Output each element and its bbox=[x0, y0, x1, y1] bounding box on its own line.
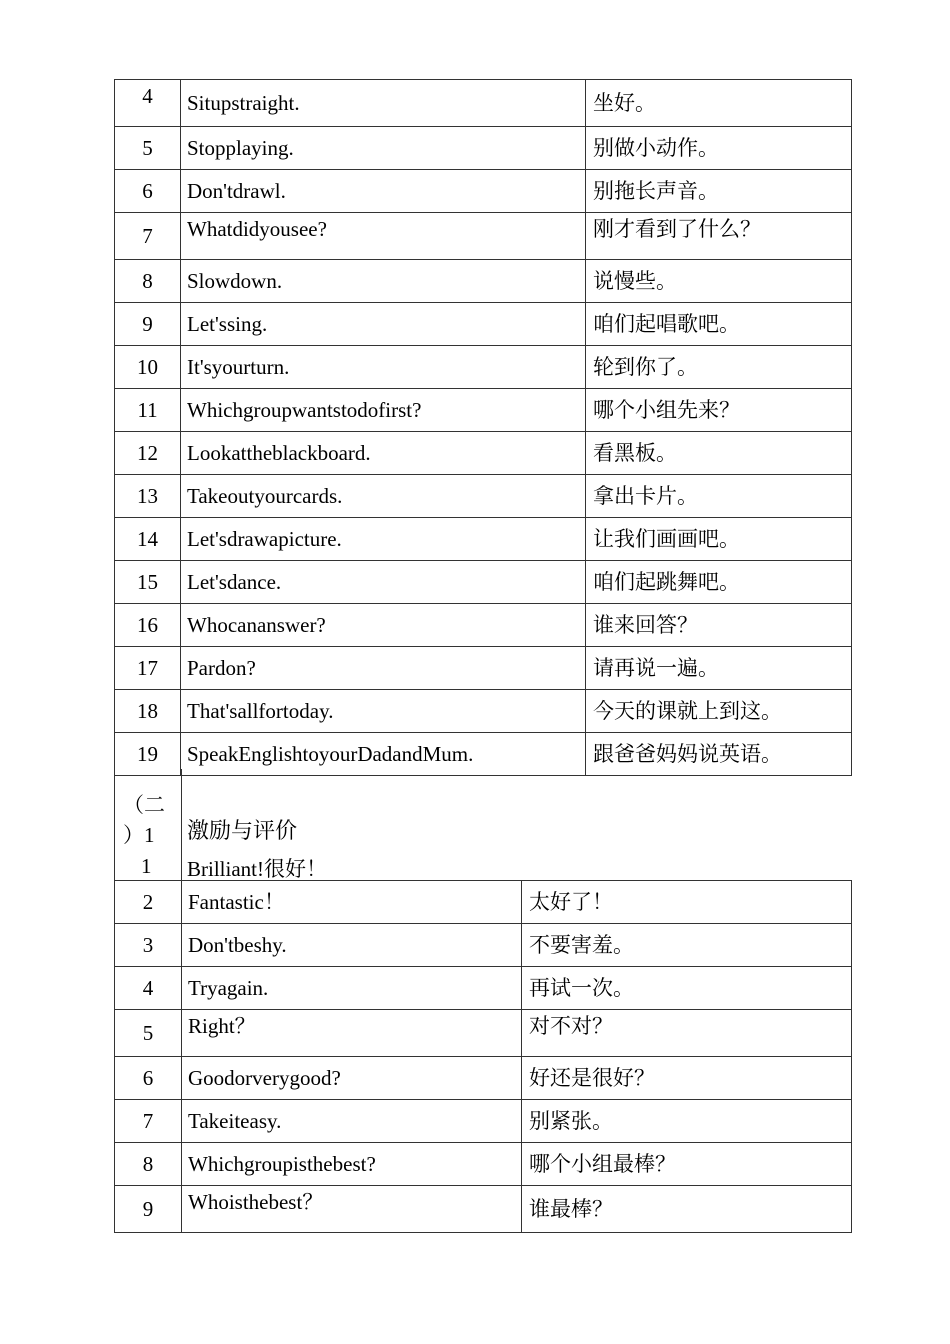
english-phrase: Lookattheblackboard. bbox=[181, 432, 586, 475]
phrases-table-1 bbox=[114, 79, 852, 776]
english-phrase: Whatdidyousee? bbox=[181, 213, 586, 260]
english-phrase: Goodorverygood? bbox=[182, 1057, 522, 1100]
english-phrase: Right？ bbox=[182, 1010, 522, 1057]
table-row bbox=[115, 213, 852, 260]
table-row bbox=[115, 260, 852, 303]
chinese-translation: 别紧张。 bbox=[522, 1100, 852, 1143]
first-item: Brilliant!很好！ bbox=[187, 857, 327, 881]
chinese-translation: 咱们起跳舞吧。 bbox=[586, 561, 852, 604]
row-number: 5 bbox=[115, 1010, 182, 1057]
chinese-translation: 不要害羞。 bbox=[522, 924, 852, 967]
table-row bbox=[115, 80, 852, 127]
row-number: 9 bbox=[115, 303, 181, 346]
english-phrase: Tryagain. bbox=[182, 967, 522, 1010]
english-phrase: Don'tdrawl. bbox=[181, 170, 586, 213]
row-number: 11 bbox=[115, 389, 181, 432]
chinese-translation: 好还是很好？ bbox=[522, 1057, 852, 1100]
table-row bbox=[115, 127, 852, 170]
chinese-translation: 再试一次。 bbox=[522, 967, 852, 1010]
english-phrase: Whoisthebest？ bbox=[182, 1186, 522, 1233]
row-number: 15 bbox=[115, 561, 181, 604]
row-number: 8 bbox=[115, 260, 181, 303]
row-number: 4 bbox=[115, 80, 181, 127]
chinese-translation: 坐好。 bbox=[586, 80, 852, 127]
english-phrase: Fantastic！ bbox=[182, 881, 522, 924]
english-phrase: Situpstraight. bbox=[181, 80, 586, 127]
table-row bbox=[115, 604, 852, 647]
chinese-translation: 说慢些。 bbox=[586, 260, 852, 303]
table-row bbox=[115, 475, 852, 518]
english-phrase: It'syourturn. bbox=[181, 346, 586, 389]
row-number: 7 bbox=[115, 213, 181, 260]
table-row bbox=[115, 881, 852, 924]
row-number: 5 bbox=[115, 127, 181, 170]
row-number: 6 bbox=[115, 1057, 182, 1100]
english-phrase: Stopplaying. bbox=[181, 127, 586, 170]
table-row bbox=[115, 1057, 852, 1100]
english-phrase: Let'sdrawapicture. bbox=[181, 518, 586, 561]
chinese-translation: 跟爸爸妈妈说英语。 bbox=[586, 733, 852, 776]
table-row bbox=[115, 1010, 852, 1057]
chinese-translation: 别拖长声音。 bbox=[586, 170, 852, 213]
chinese-translation: 刚才看到了什么？ bbox=[586, 213, 852, 260]
section-number-cell bbox=[114, 769, 182, 880]
english-phrase: Takeoutyourcards. bbox=[181, 475, 586, 518]
section-label-line-1: （二 bbox=[123, 793, 165, 817]
row-number: 14 bbox=[115, 518, 181, 561]
phrases-table-2 bbox=[114, 880, 852, 1233]
english-phrase: Takeiteasy. bbox=[182, 1100, 522, 1143]
chinese-translation: 看黑板。 bbox=[586, 432, 852, 475]
english-phrase: Let'sdance. bbox=[181, 561, 586, 604]
row-number: 13 bbox=[115, 475, 181, 518]
chinese-translation: 请再说一遍。 bbox=[586, 647, 852, 690]
row-number: 19 bbox=[115, 733, 181, 776]
english-phrase: Slowdown. bbox=[181, 260, 586, 303]
table-row bbox=[115, 1143, 852, 1186]
chinese-translation: 让我们画画吧。 bbox=[586, 518, 852, 561]
chinese-translation: 拿出卡片。 bbox=[586, 475, 852, 518]
table-row bbox=[115, 924, 852, 967]
chinese-translation: 太好了！ bbox=[522, 881, 852, 924]
chinese-translation: 今天的课就上到这。 bbox=[586, 690, 852, 733]
table-row bbox=[115, 647, 852, 690]
row-number: 4 bbox=[115, 967, 182, 1010]
chinese-translation: 哪个小组最棒？ bbox=[522, 1143, 852, 1186]
row-number: 18 bbox=[115, 690, 181, 733]
chinese-translation: 别做小动作。 bbox=[586, 127, 852, 170]
row-number: 2 bbox=[115, 881, 182, 924]
table-row bbox=[115, 432, 852, 475]
section-title: 激励与评价 bbox=[187, 818, 298, 843]
chinese-translation: 对不对？ bbox=[522, 1010, 852, 1057]
english-phrase: SpeakEnglishtoyourDadandMum. bbox=[181, 733, 586, 776]
row-number: 12 bbox=[115, 432, 181, 475]
chinese-translation: 谁来回答？ bbox=[586, 604, 852, 647]
table-row bbox=[115, 1186, 852, 1233]
row-number: 17 bbox=[115, 647, 181, 690]
chinese-translation: 哪个小组先来？ bbox=[586, 389, 852, 432]
chinese-translation: 轮到你了。 bbox=[586, 346, 852, 389]
section-label-line-3: 1 bbox=[141, 854, 152, 878]
table-row bbox=[115, 690, 852, 733]
row-number: 16 bbox=[115, 604, 181, 647]
english-phrase: Whocananswer? bbox=[181, 604, 586, 647]
section-encouragement-header bbox=[114, 769, 851, 880]
row-number: 7 bbox=[115, 1100, 182, 1143]
table-row bbox=[115, 170, 852, 213]
row-number: 3 bbox=[115, 924, 182, 967]
row-number: 10 bbox=[115, 346, 181, 389]
english-phrase: Whichgroupwantstodofirst? bbox=[181, 389, 586, 432]
english-phrase: Whichgroupisthebest? bbox=[182, 1143, 522, 1186]
english-phrase: Don'tbeshy. bbox=[182, 924, 522, 967]
row-number: 8 bbox=[115, 1143, 182, 1186]
table-row bbox=[115, 303, 852, 346]
chinese-translation: 谁最棒？ bbox=[522, 1186, 852, 1233]
row-number: 9 bbox=[115, 1186, 182, 1233]
table-row bbox=[115, 389, 852, 432]
table-row bbox=[115, 518, 852, 561]
table-row bbox=[115, 967, 852, 1010]
section-label-line-2: ）1 bbox=[123, 823, 155, 847]
table-row bbox=[115, 1100, 852, 1143]
table-row bbox=[115, 346, 852, 389]
row-number: 6 bbox=[115, 170, 181, 213]
table-row bbox=[115, 561, 852, 604]
chinese-translation: 咱们起唱歌吧。 bbox=[586, 303, 852, 346]
english-phrase: Let'ssing. bbox=[181, 303, 586, 346]
english-phrase: Pardon? bbox=[181, 647, 586, 690]
english-phrase: That'sallfortoday. bbox=[181, 690, 586, 733]
